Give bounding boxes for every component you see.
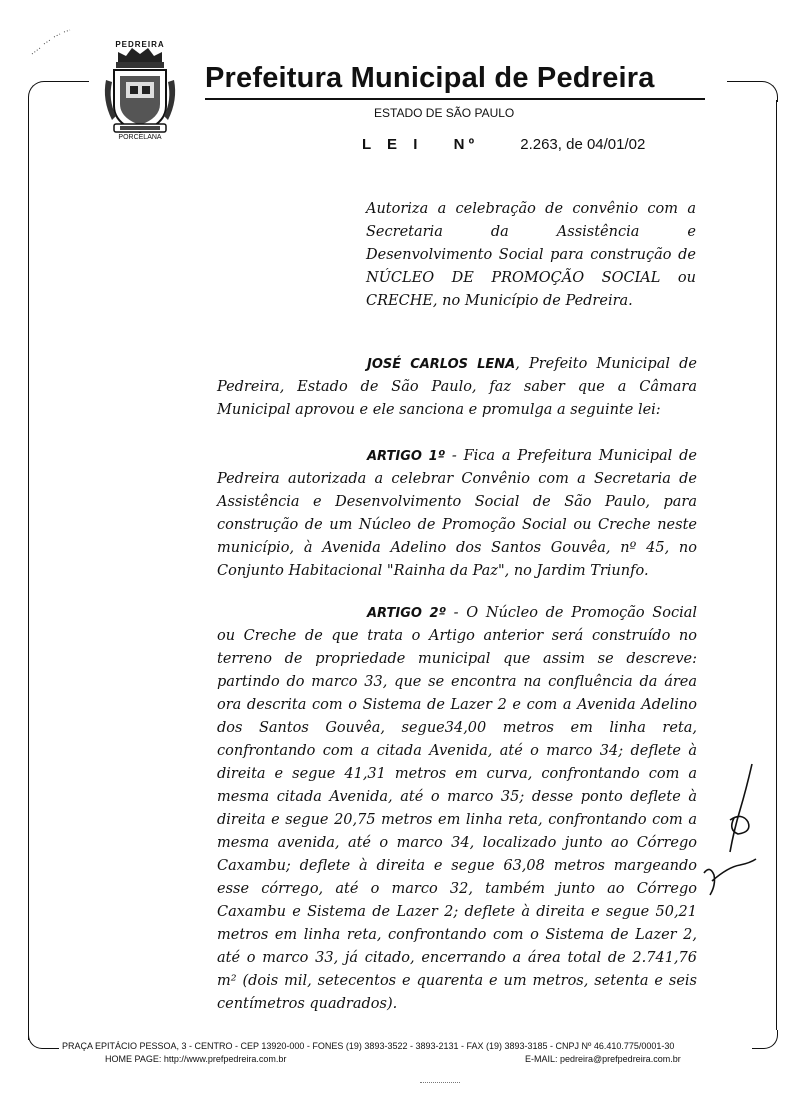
law-number-line <box>362 136 645 153</box>
frame-left-rule <box>28 100 29 1040</box>
article-1-paragraph <box>217 445 697 583</box>
frame-right-rule <box>776 100 777 1030</box>
state-name: ESTADO DE SÃO PAULO <box>374 106 515 120</box>
law-number-date: 2.263, de 04/01/02 <box>520 136 646 153</box>
frame-corner-top-left <box>28 81 89 102</box>
crest-name: PEDREIRA <box>115 40 165 49</box>
scan-speck-mark <box>30 28 74 58</box>
article-2-text: - O Núcleo de Promoção Social ou Creche de que trata o Artigo anterior será construído no terreno de propriedade municipal que assim se descreve: partindo do marco 33, que se encontra na confluência da área ora descrita com o Sistema de Lazer 2 e com a Avenida Adelino dos Santos Gouvêa, segue34,00 metros em linha reta, confrontando com a citada Avenida, até o marco 34; deflete à direita e segue 41,31 metros em curva, confrontando com a mesma citada Avenida, até o marco 35; desse ponto deflete à direita e segue 20,75 metros em linha reta, confrontando com a mesma avenida, até o marco 34, localizado junto ao Córrego Caxambu; deflete à direita e segue 63,08 metros margeando esse córrego, até o marco 32, também junto ao Córrego Caxambu e Sistema de Lazer 2; deflete à direita e segue 50,21 metros em linha reta, confrontando com o Sistema de Lazer 2, até o marco 33, já citado, encerrando a área total de 2.741,76 m² (dois mil, setecentos e quarenta e um metros, setenta e seis centímetros quadrados). <box>217 605 697 1012</box>
article-1-text: - Fica a Prefeitura Municipal de Pedreira autorizada a celebrar Convênio com a Secretaria de Assistência e Desenvolvimento Social de São Paulo, para construção de um Núcleo de Promoção Social ou Creche neste município, à Avenida Adelino dos Santos Gouvêa, nº 45, no Conjunto Habitacional "Rainha da Paz", no Jardim Triunfo. <box>217 448 697 579</box>
footer-contacts <box>105 1054 725 1064</box>
page-title: Prefeitura Municipal de Pedreira <box>205 62 655 94</box>
bottom-scan-mark <box>420 1082 460 1083</box>
article-2-heading: ARTIGO 2º <box>367 606 446 621</box>
signature-rubric <box>722 760 762 860</box>
mayor-name: JOSÉ CARLOS LENA <box>367 357 516 372</box>
title-underline <box>205 98 705 100</box>
law-number-symbol: N º <box>453 136 475 153</box>
frame-corner-bottom-left <box>28 1030 59 1049</box>
footer-homepage: HOME PAGE: http://www.prefpedreira.com.br <box>105 1054 287 1064</box>
law-label: L E I <box>362 136 424 153</box>
article-2-paragraph <box>217 602 697 1016</box>
frame-corner-bottom-right <box>752 1030 778 1049</box>
preamble-paragraph <box>217 353 697 422</box>
preamble-text: , Prefeito Municipal de Pedreira, Estado de São Paulo, faz saber que a Câmara Municipal aprovou e ele sanciona e promulga a seguinte lei: <box>217 356 697 418</box>
initials-rubric <box>700 855 760 900</box>
article-1-heading: ARTIGO 1º <box>367 449 446 464</box>
municipal-crest-icon <box>100 40 180 144</box>
footer-email: E-MAIL: pedreira@prefpedreira.com.br <box>525 1054 681 1064</box>
law-summary: Autoriza a celebração de convênio com a Secretaria da Assistência e Desenvolvimento Social para construção de NÚCLEO DE PROMOÇÃO SOCIAL ou CRECHE, no Município de Pedreira. <box>366 201 696 309</box>
crest-caption: PORCELANA <box>118 134 162 141</box>
footer-address: PRAÇA EPITÁCIO PESSOA, 3 - CENTRO - CEP 13920-000 - FONES (19) 3893-3522 - 3893-2131 - FAX (19) 3893-3185 - CNPJ Nº 46.410.775/0001-30 <box>62 1041 675 1051</box>
frame-corner-top-right <box>727 81 778 102</box>
